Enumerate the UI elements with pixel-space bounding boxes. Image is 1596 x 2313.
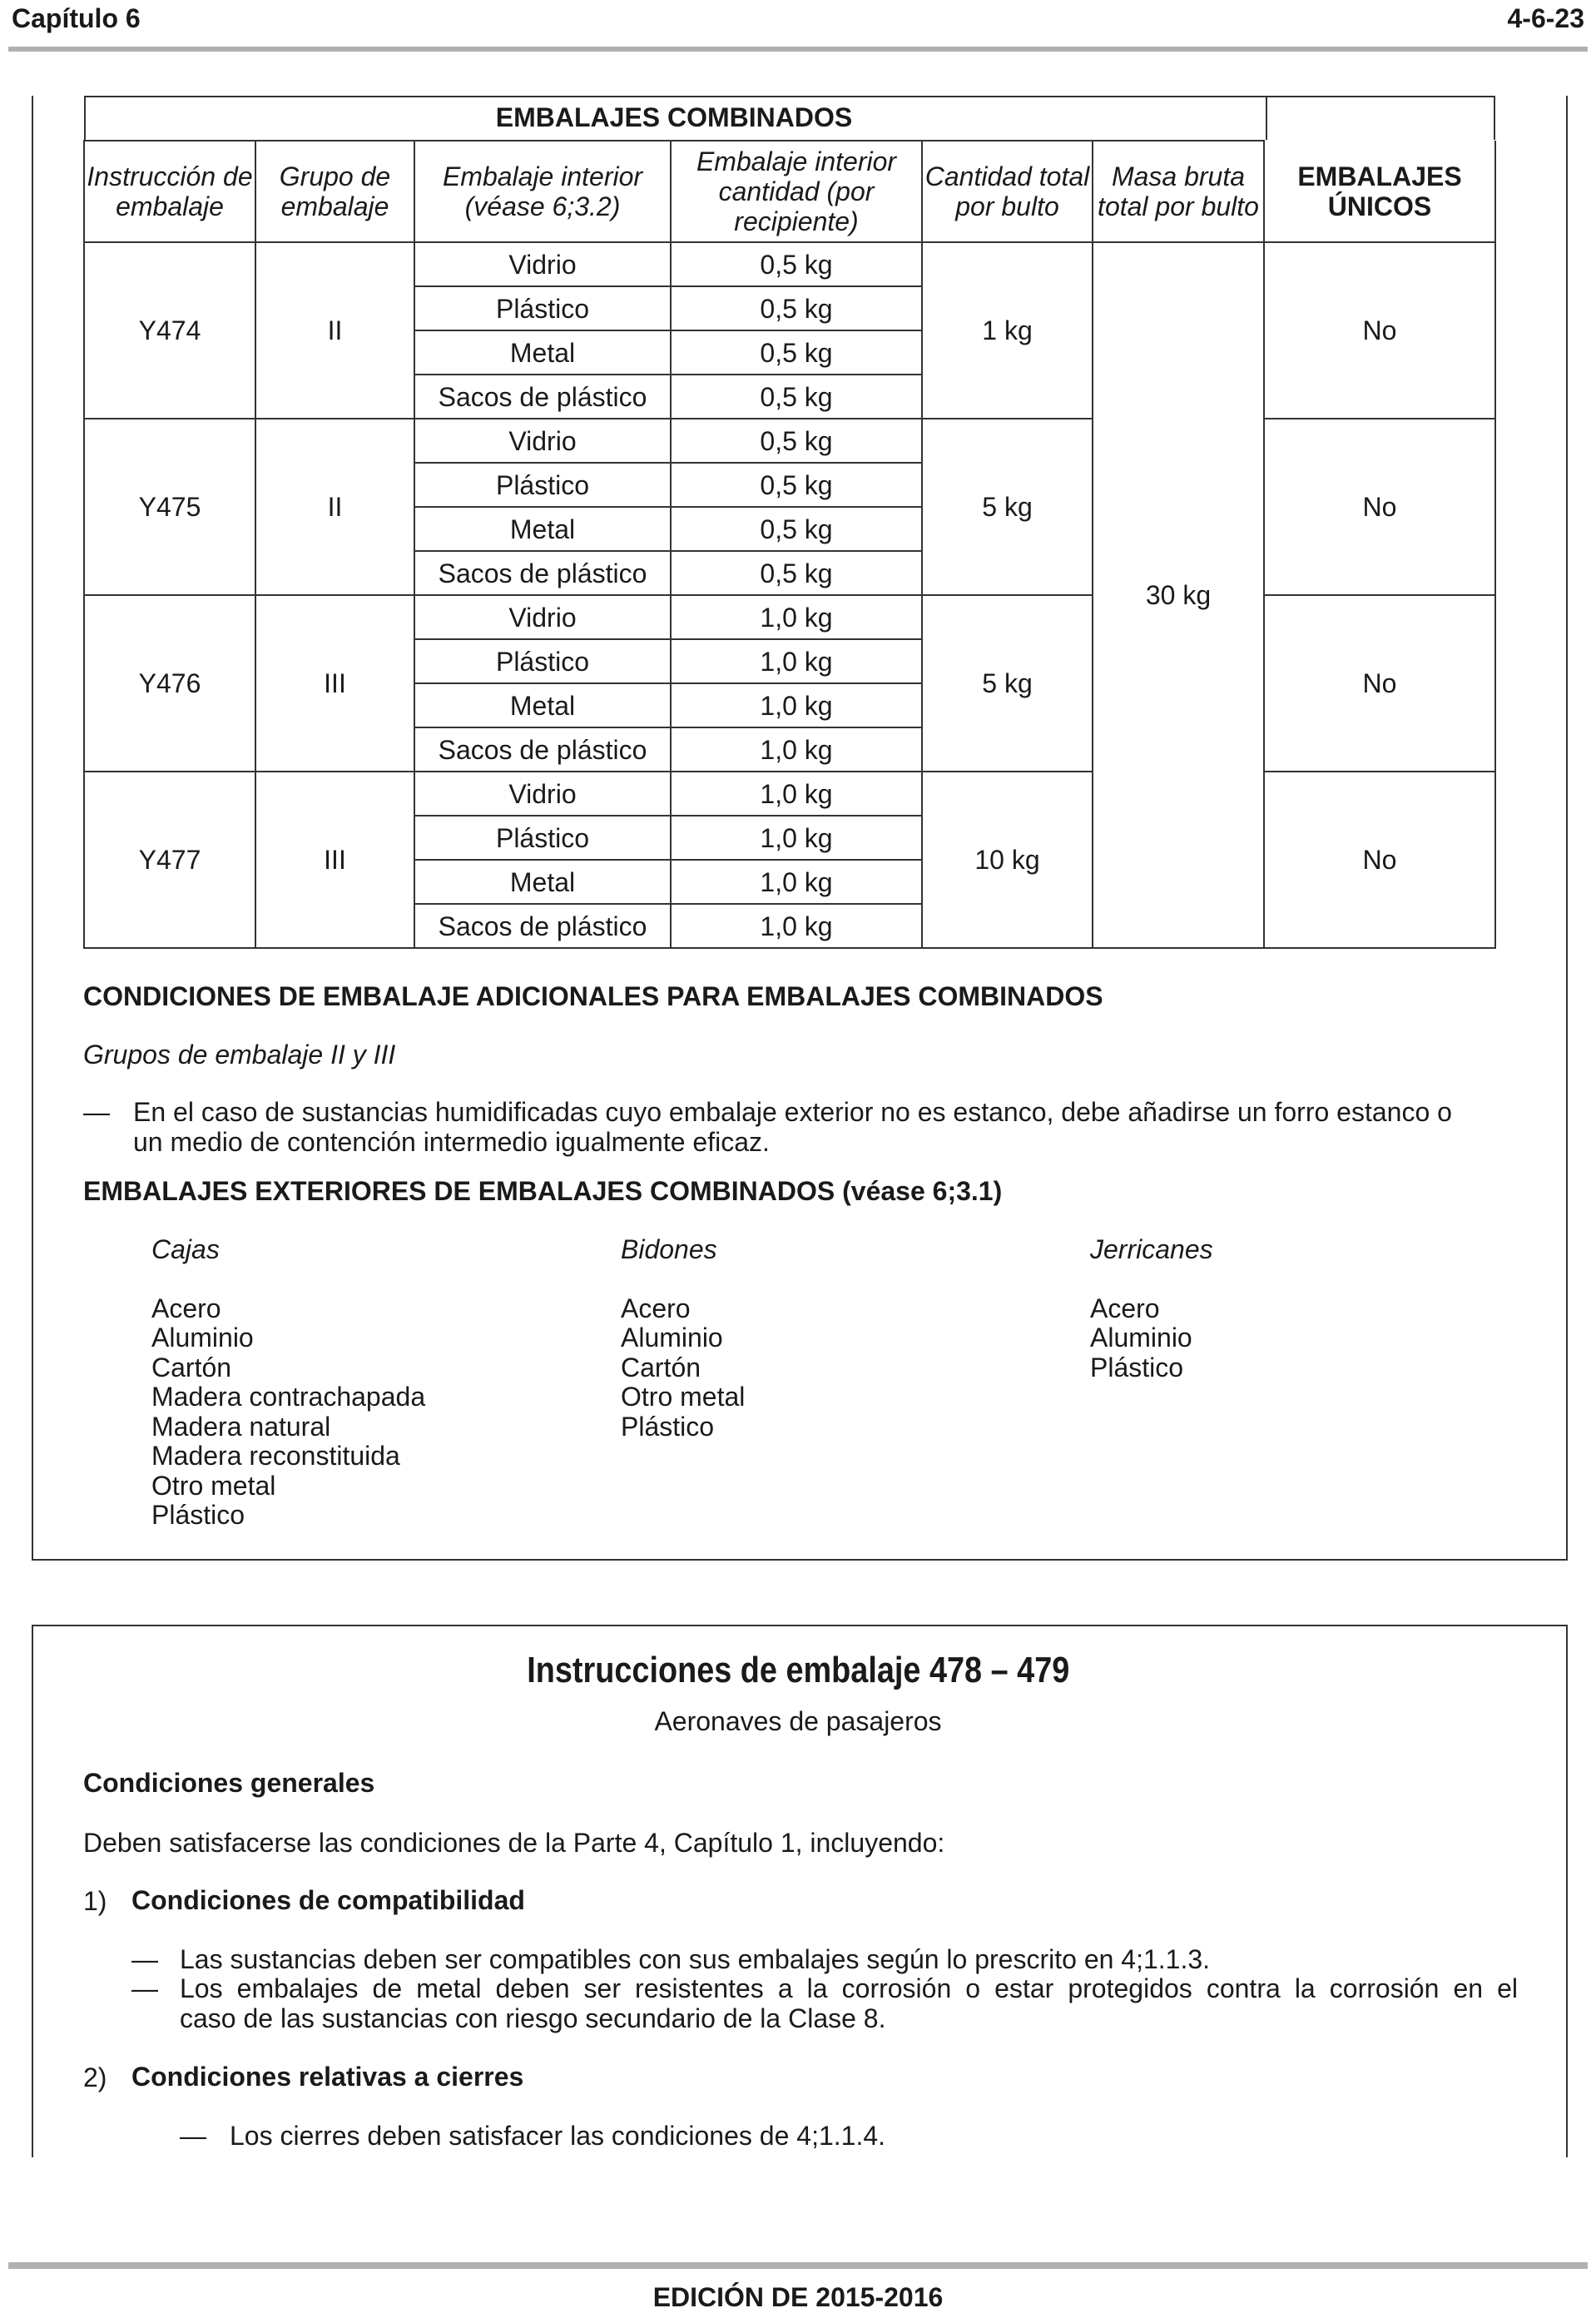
inner-packaging-cell: Plástico — [414, 816, 671, 860]
outer-packaging-item: Acero — [621, 1293, 691, 1323]
outer-packaging-item: Cartón — [151, 1352, 232, 1382]
outer-column-title: Bidones — [621, 1234, 717, 1264]
header-gross-mass: Masa bruta total por bulto — [1093, 141, 1264, 242]
packing-group-cell: III — [255, 772, 414, 948]
header-packing-group: Grupo de embalaje — [255, 141, 414, 242]
inner-quantity-cell: 1,0 kg — [671, 904, 922, 948]
table-row — [84, 595, 1495, 639]
outer-column-title: Jerricanes — [1090, 1234, 1213, 1264]
table-row — [84, 419, 1495, 463]
inner-packaging-cell: Vidrio — [414, 419, 671, 463]
header-instruction: Instrucción de embalaje — [84, 141, 255, 242]
outer-col-jerricans — [1090, 1235, 1213, 1382]
chapter-label: Capítulo 6 — [12, 3, 141, 33]
general-conditions-heading: Condiciones generales — [83, 1768, 375, 1798]
outer-packaging-item: Otro metal — [151, 1470, 276, 1501]
outer-packaging-item: Cartón — [621, 1352, 701, 1382]
combination-packaging-table — [83, 96, 1496, 949]
inner-packaging-cell: Vidrio — [414, 772, 671, 816]
table-row — [84, 242, 1495, 286]
table-row — [84, 772, 1495, 816]
general-conditions-intro: Deben satisfacerse las condiciones de la Parte 4, Capítulo 1, incluyendo: — [83, 1828, 945, 1858]
outer-packaging-item: Acero — [151, 1293, 221, 1323]
header-total-quantity: Cantidad total por bulto — [922, 141, 1093, 242]
inner-quantity-cell: 0,5 kg — [671, 286, 922, 330]
inner-packaging-cell: Sacos de plástico — [414, 375, 671, 419]
footer-rule — [8, 2262, 1588, 2269]
pi-478-479-title: Instrucciones de embalaje 478 – 479 — [527, 1650, 1070, 1690]
inner-packaging-cell: Metal — [414, 683, 671, 727]
additional-conditions-heading: CONDICIONES DE EMBALAJE ADICIONALES PARA EMBALAJES COMBINADOS — [83, 981, 1103, 1011]
condition-1-title: Condiciones de compatibilidad — [131, 1885, 525, 1915]
outer-packaging-item: Plástico — [621, 1411, 715, 1442]
packing-groups-subheading: Grupos de embalaje II y III — [83, 1040, 396, 1070]
outer-packaging-item: Otro metal — [621, 1382, 746, 1412]
inner-quantity-cell: 0,5 kg — [671, 463, 922, 507]
packing-group-cell: II — [255, 419, 414, 595]
inner-quantity-cell: 0,5 kg — [671, 507, 922, 551]
instruction-cell: Y476 — [84, 595, 255, 772]
inner-quantity-cell: 1,0 kg — [671, 772, 922, 816]
inner-quantity-cell: 0,5 kg — [671, 242, 922, 286]
total-quantity-cell: 10 kg — [922, 772, 1093, 948]
inner-quantity-cell: 1,0 kg — [671, 595, 922, 639]
inner-quantity-cell: 1,0 kg — [671, 816, 922, 860]
inner-quantity-cell: 1,0 kg — [671, 639, 922, 683]
inner-packaging-cell: Metal — [414, 860, 671, 904]
single-packagings-cell: No — [1264, 595, 1495, 772]
instruction-cell: Y474 — [84, 242, 255, 419]
compatibility-item-2: — Los embalajes de metal deben ser resistentes a la corrosión o estar protegidos contra la corrosión en el caso de las sustancias con riesgo secundario de la Clase 8. — [131, 1973, 1518, 2033]
packing-group-cell: III — [255, 595, 414, 772]
inner-packaging-cell: Plástico — [414, 639, 671, 683]
condition-2-number: 2) — [83, 2062, 107, 2092]
outer-packaging-item: Plástico — [1090, 1352, 1184, 1382]
header-inner-packaging: Embalaje interior (véase 6;3.2) — [414, 141, 671, 242]
inner-packaging-cell: Metal — [414, 507, 671, 551]
inner-quantity-cell: 1,0 kg — [671, 860, 922, 904]
outer-packaging-item: Madera reconstituida — [151, 1441, 400, 1471]
inner-quantity-cell: 1,0 kg — [671, 727, 922, 772]
additional-condition-item: — En el caso de sustancias humidificadas cuyo embalaje exterior no es estanco, debe añadirse un forro estanco o un medio de contención intermedio igualmente eficaz. — [83, 1097, 1452, 1157]
total-quantity-cell: 5 kg — [922, 419, 1093, 595]
outer-col-boxes — [151, 1235, 425, 1531]
outer-packaging-item: Aluminio — [621, 1323, 723, 1353]
total-quantity-cell: 5 kg — [922, 595, 1093, 772]
outer-column-title: Cajas — [151, 1234, 220, 1264]
gross-mass-cell: 30 kg — [1093, 242, 1264, 948]
outer-packaging-item: Madera natural — [151, 1411, 331, 1442]
header-single-packagings: EMBALAJES ÚNICOS — [1264, 141, 1495, 242]
outer-packaging-item: Madera contrachapada — [151, 1382, 426, 1412]
condition-2-title: Condiciones relativas a cierres — [131, 2062, 524, 2092]
inner-quantity-cell: 0,5 kg — [671, 419, 922, 463]
outer-packagings-heading: EMBALAJES EXTERIORES DE EMBALAJES COMBINADOS (véase 6;3.1) — [83, 1176, 1003, 1206]
inner-packaging-cell: Sacos de plástico — [414, 727, 671, 772]
compatibility-item-1: — Las sustancias deben ser compatibles con sus embalajes según lo prescrito en 4;1.1.3. — [131, 1944, 1211, 1974]
inner-quantity-cell: 0,5 kg — [671, 330, 922, 375]
inner-packaging-cell: Vidrio — [414, 595, 671, 639]
inner-packaging-cell: Sacos de plástico — [414, 551, 671, 595]
header-inner-quantity: Embalaje interior cantidad (por recipiente) — [671, 141, 922, 242]
passenger-aircraft-subtitle: Aeronaves de pasajeros — [654, 1706, 942, 1736]
header-rule — [8, 47, 1588, 52]
single-packagings-cell: No — [1264, 419, 1495, 595]
packing-group-cell: II — [255, 242, 414, 419]
closures-item-1: — Los cierres deben satisfacer las condiciones de 4;1.1.4. — [180, 2121, 886, 2151]
outer-col-drums — [621, 1235, 745, 1442]
instruction-cell: Y475 — [84, 419, 255, 595]
inner-quantity-cell: 1,0 kg — [671, 683, 922, 727]
total-quantity-cell: 1 kg — [922, 242, 1093, 419]
outer-packaging-item: Aluminio — [1090, 1323, 1192, 1353]
condition-1-number: 1) — [83, 1886, 107, 1916]
page-number: 4-6-23 — [1507, 3, 1584, 33]
table-title: EMBALAJES COMBINADOS — [495, 102, 853, 132]
inner-quantity-cell: 0,5 kg — [671, 551, 922, 595]
outer-packaging-item: Plástico — [151, 1500, 245, 1530]
inner-packaging-cell: Plástico — [414, 286, 671, 330]
instruction-cell: Y477 — [84, 772, 255, 948]
inner-quantity-cell: 0,5 kg — [671, 375, 922, 419]
single-packagings-cell: No — [1264, 242, 1495, 419]
outer-packaging-item: Acero — [1090, 1293, 1160, 1323]
inner-packaging-cell: Sacos de plástico — [414, 904, 671, 948]
single-packagings-cell: No — [1264, 772, 1495, 948]
inner-packaging-cell: Plástico — [414, 463, 671, 507]
outer-packaging-item: Aluminio — [151, 1323, 254, 1353]
edition-footer: EDICIÓN DE 2015-2016 — [652, 2282, 944, 2312]
inner-packaging-cell: Vidrio — [414, 242, 671, 286]
inner-packaging-cell: Metal — [414, 330, 671, 375]
